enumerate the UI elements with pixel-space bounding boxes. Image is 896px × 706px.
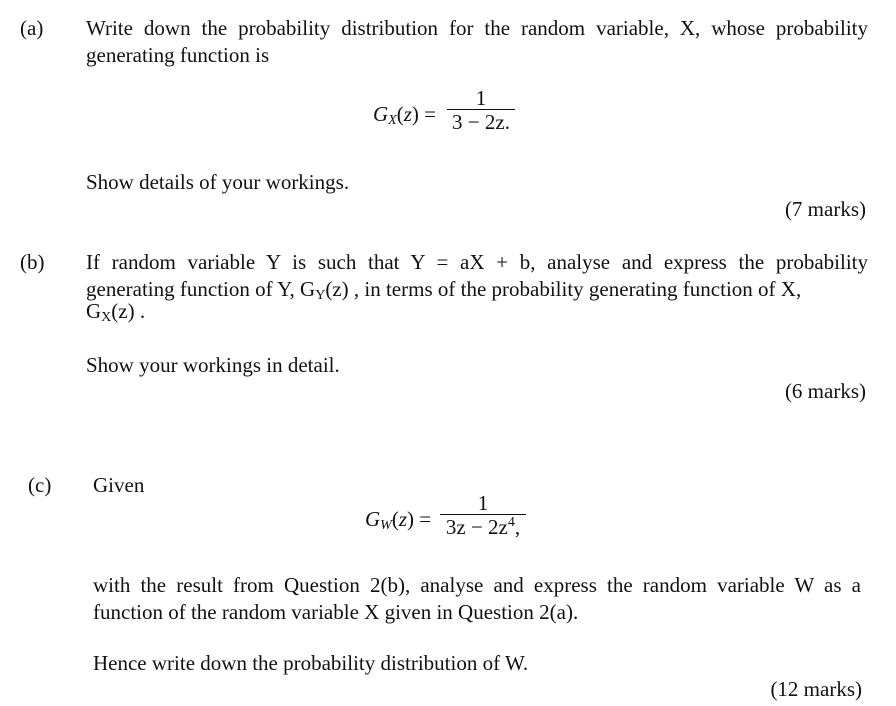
part-a-label: (a) — [20, 16, 44, 40]
part-b-marks: (6 marks) — [784, 379, 866, 403]
part-a-equation-lhs: $G_X(z)$ = — [373, 102, 437, 128]
part-b-line-3: $G_X(z)$ . — [86, 299, 146, 325]
part-c-numerator: 1 — [477, 491, 489, 515]
part-b-line-2: generating function of Y, $G_Y(z)$ , in terms of the probability generating function of X, — [86, 277, 802, 303]
part-a-denominator: 3 − 2z. — [452, 110, 510, 134]
part-a-instruction: Show details of your workings. — [86, 170, 350, 194]
part-a-equation-fraction — [447, 87, 515, 134]
part-c-given: Given — [93, 473, 145, 497]
part-c-equation-lhs: $G_W(z)$ = — [365, 507, 432, 533]
part-a-numerator: 1 — [475, 86, 487, 110]
part-c-marks: (12 marks) — [770, 677, 862, 701]
part-c-equation-fraction — [440, 492, 526, 539]
part-a-line-1: Write down the probability distribution for the random variable, X, whose probability — [86, 16, 868, 40]
part-b-label: (b) — [20, 250, 45, 274]
part-c-line-1: with the result from Question 2(b), analyse and express the random variable W as a — [93, 573, 861, 597]
part-b-line-1: If random variable Y is such that Y = aX + b, analyse and express the probability — [86, 250, 868, 274]
part-a-line-2: generating function is — [86, 43, 270, 67]
part-c-hence: Hence write down the probability distribution of W. — [93, 651, 529, 675]
part-c-line-2: function of the random variable X given in Question 2(a). — [93, 600, 579, 624]
part-c-denominator: $3z - 2z^4$, — [445, 515, 521, 539]
part-b-instruction: Show your workings in detail. — [86, 353, 340, 377]
part-c-label: (c) — [28, 473, 52, 497]
part-a-marks: (7 marks) — [784, 197, 866, 221]
